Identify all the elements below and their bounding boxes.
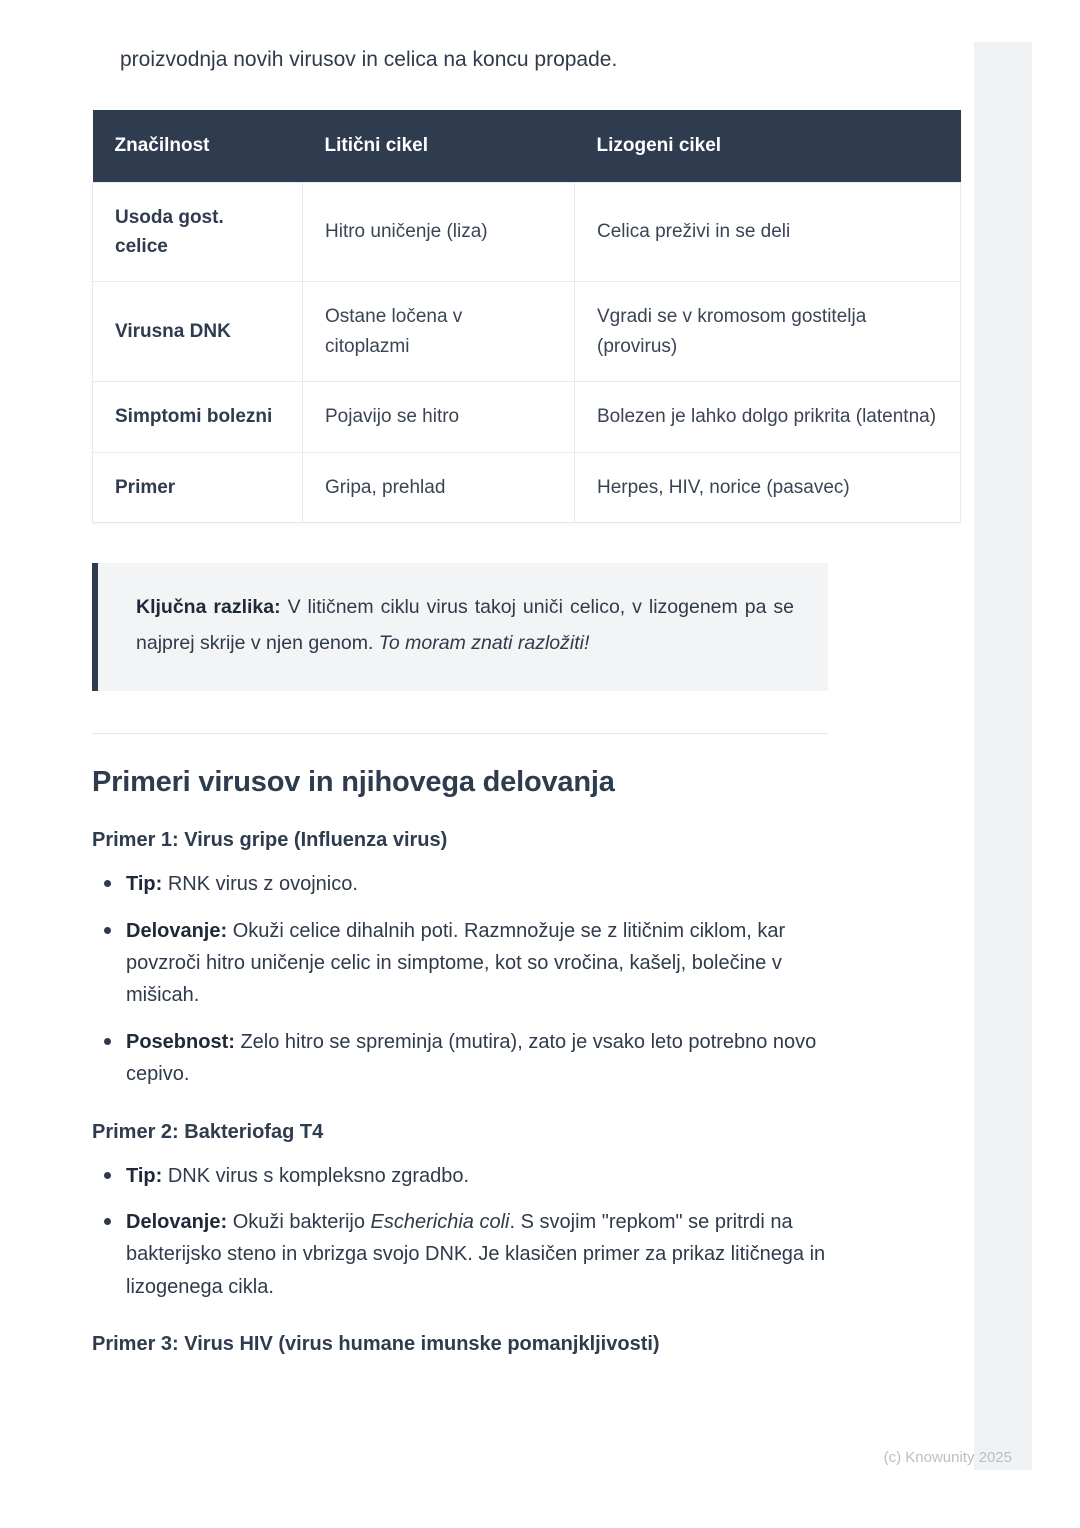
callout-label: Ključna razlika: [136,596,281,619]
watermark: (c) Knowunity 2025 [883,1449,1012,1466]
callout-emphasis: To moram znati razložiti! [378,632,590,655]
callout-text: V litičnem ciklu virus takoj uniči celico, v lizogenem pa se najprej skrije v njen genom. [136,596,794,655]
list-item [126,868,842,900]
table-cell-lytic: Ostane ločena v citoplazmi [303,282,575,382]
bullet-text: Okuži bakterijo [227,1210,371,1233]
bullet-label: Posebnost: [126,1030,235,1053]
list-item [126,915,842,1012]
table-cell-lysogenic: Herpes, HIV, norice (pasavec) [575,452,961,522]
comparison-table [92,110,961,524]
table-header-cell-lytic: Litični cikel [303,110,575,183]
bullet-text: RNK virus z ovojnico. [162,873,358,896]
table-cell-feature: Usoda gost. celice [93,182,303,282]
table-header-cell-lysogenic: Lizogeni cikel [575,110,961,183]
table-cell-feature: Simptomi bolezni [93,382,303,452]
table-row [93,452,961,522]
table-cell-feature: Virusna DNK [93,282,303,382]
list-item [126,1160,842,1192]
scrollbar-track[interactable] [966,42,1032,1470]
page-title: Primeri virusov in njihovega delovanja [92,766,615,799]
table-row [93,382,961,452]
table-cell-lysogenic: Bolezen je lahko dolgo prikrita (latentna) [575,382,961,452]
example-2-list [92,1160,852,1304]
example-2-title: Primer 2: Bakteriofag T4 [92,1120,324,1143]
table-row [93,182,961,282]
table-body [93,182,961,523]
bullet-text-after: . S svojim "repkom" se pritrdi na bakterijsko steno in vbrizga svojo DNK. Je klasičen primer za prikaz litičnega in lizogenega cikla. [126,1210,826,1298]
list-item [126,1026,842,1091]
table-row [93,282,961,382]
list-item [126,1206,842,1303]
bullet-text: DNK virus s kompleksno zgradbo. [162,1164,470,1187]
table-header [93,110,961,183]
bullet-label: Tip: [126,873,163,896]
bullet-text: Zelo hitro se spreminja (mutira), zato je vsako leto potrebno novo cepivo. [126,1030,817,1086]
bullet-label: Delovanje: [126,919,228,942]
bullet-text: Okuži celice dihalnih poti. Razmnožuje se z litičnim ciklom, kar povzroči hitro uničenje celic in simptome, kot so vročina, kašelj, bolečine v mišicah. [126,919,786,1007]
table-cell-lysogenic: Celica preživi in se deli [575,182,961,282]
table-header-row [93,110,961,183]
table-cell-lytic: Pojavijo se hitro [303,382,575,452]
intro-paragraph: proizvodnja novih virusov in celica na koncu propade. [120,48,618,71]
key-difference-callout [92,563,828,691]
table-cell-lysogenic: Vgradi se v kromosom gostitelja (provirus) [575,282,961,382]
example-1-list [92,868,852,1090]
table-cell-lytic: Hitro uničenje (liza) [303,182,575,282]
bullet-label: Delovanje: [126,1210,228,1233]
bullet-label: Tip: [126,1164,163,1187]
example-3-title: Primer 3: Virus HIV (virus humane imunske pomanjkljivosti) [92,1333,660,1356]
example-1-title: Primer 1: Virus gripe (Influenza virus) [92,829,448,852]
bullet-italic-term: Escherichia coli [370,1210,510,1233]
scrollbar-thumb[interactable] [966,42,974,1470]
table-cell-lytic: Gripa, prehlad [303,452,575,522]
table-cell-feature: Primer [93,452,303,522]
table-header-cell-feature: Značilnost [93,110,303,183]
section-divider [92,733,828,734]
